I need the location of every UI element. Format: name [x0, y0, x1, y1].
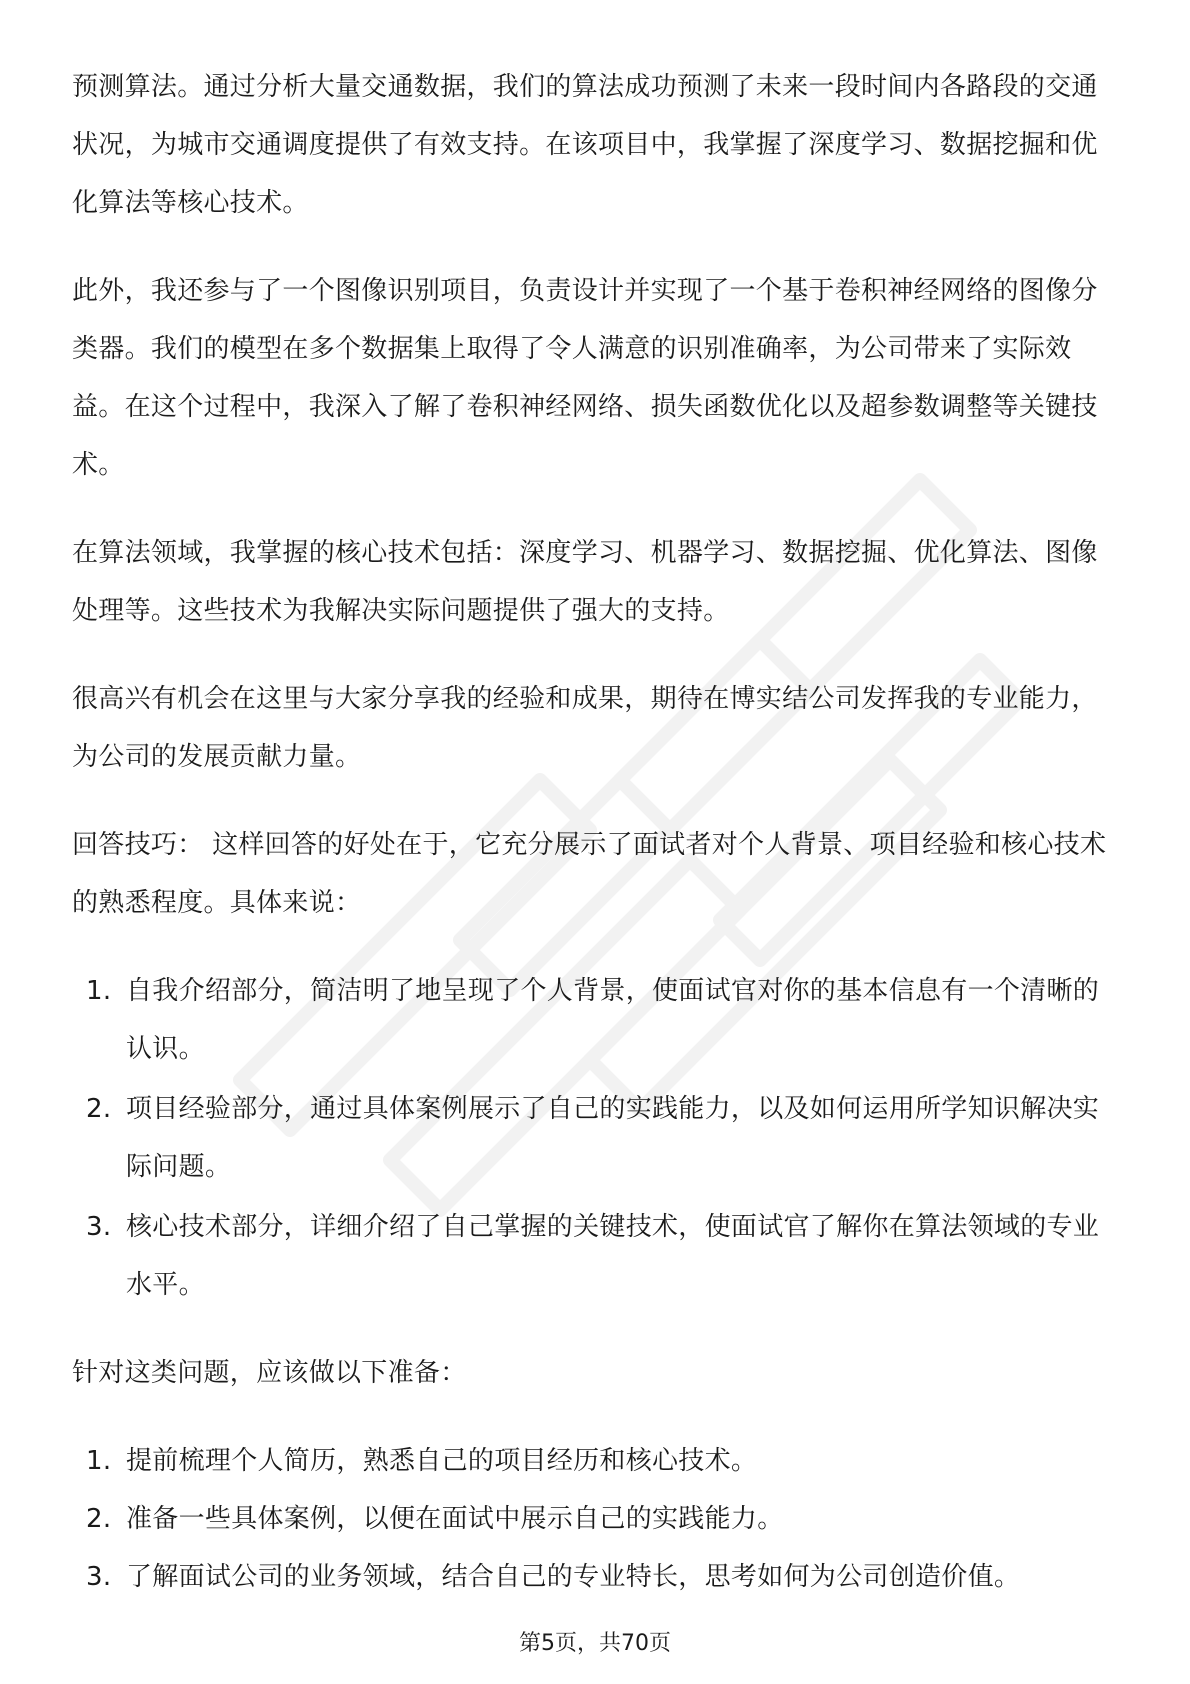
list-number: 3.: [86, 1562, 112, 1592]
list-item: [72, 962, 1122, 1078]
prep-heading: 针对这类问题，应该做以下准备：: [72, 1358, 467, 1388]
list-text: 自我介绍部分，简洁明了地呈现了个人背景，使面试官对你的基本信息有一个清晰的认识。: [126, 976, 1100, 1064]
list-number: 1.: [86, 1446, 112, 1476]
paragraph-traffic-project: 预测算法。通过分析大量交通数据，我们的算法成功预测了未来一段时间内各路段的交通状况，为城市交通调度提供了有效支持。在该项目中，我掌握了深度学习、数据挖掘和优化算法等核心技术。: [72, 72, 1098, 218]
list-number: 1.: [86, 976, 112, 1006]
list-item: [72, 1490, 1122, 1548]
list-text: 提前梳理个人简历，熟悉自己的项目经历和核心技术。: [126, 1446, 758, 1476]
main-content: [72, 58, 1122, 1636]
list-text: 项目经验部分，通过具体案例展示了自己的实践能力，以及如何运用所学知识解决实际问题。: [126, 1094, 1100, 1182]
list-item: [72, 1080, 1122, 1196]
list-item: [72, 1548, 1122, 1606]
paragraph-closing: 很高兴有机会在这里与大家分享我的经验和成果，期待在博实结公司发挥我的专业能力，为公司的发展贡献力量。: [72, 684, 1098, 772]
list-number: 2.: [86, 1504, 112, 1534]
list-item: [72, 1432, 1122, 1490]
list-text: 了解面试公司的业务领域，结合自己的专业特长，思考如何为公司创造价值。: [126, 1562, 1021, 1592]
list-item: [72, 1198, 1122, 1314]
paragraph-image-project: 此外，我还参与了一个图像识别项目，负责设计并实现了一个基于卷积神经网络的图像分类器。我们的模型在多个数据集上取得了令人满意的识别准确率，为公司带来了实际效益。在这个过程中，我深入了解了卷积神经网络、损失函数优化以及超参数调整等关键技术。: [72, 276, 1098, 480]
paragraph-core-tech: 在算法领域，我掌握的核心技术包括：深度学习、机器学习、数据挖掘、优化算法、图像处理等。这些技术为我解决实际问题提供了强大的支持。: [72, 538, 1098, 626]
page-footer: 第5页，共70页: [519, 1631, 671, 1656]
paragraph-answer-tips: 回答技巧： 这样回答的好处在于，它充分展示了面试者对个人背景、项目经验和核心技术的熟悉程度。具体来说：: [72, 830, 1107, 918]
list-text: 核心技术部分，详细介绍了自己掌握的关键技术，使面试官了解你在算法领域的专业水平。: [126, 1212, 1100, 1300]
list-number: 3.: [86, 1212, 112, 1242]
prep-list: [72, 1432, 1122, 1606]
list-text: 准备一些具体案例，以便在面试中展示自己的实践能力。: [126, 1504, 784, 1534]
tips-list: [72, 962, 1122, 1314]
list-number: 2.: [86, 1094, 112, 1124]
